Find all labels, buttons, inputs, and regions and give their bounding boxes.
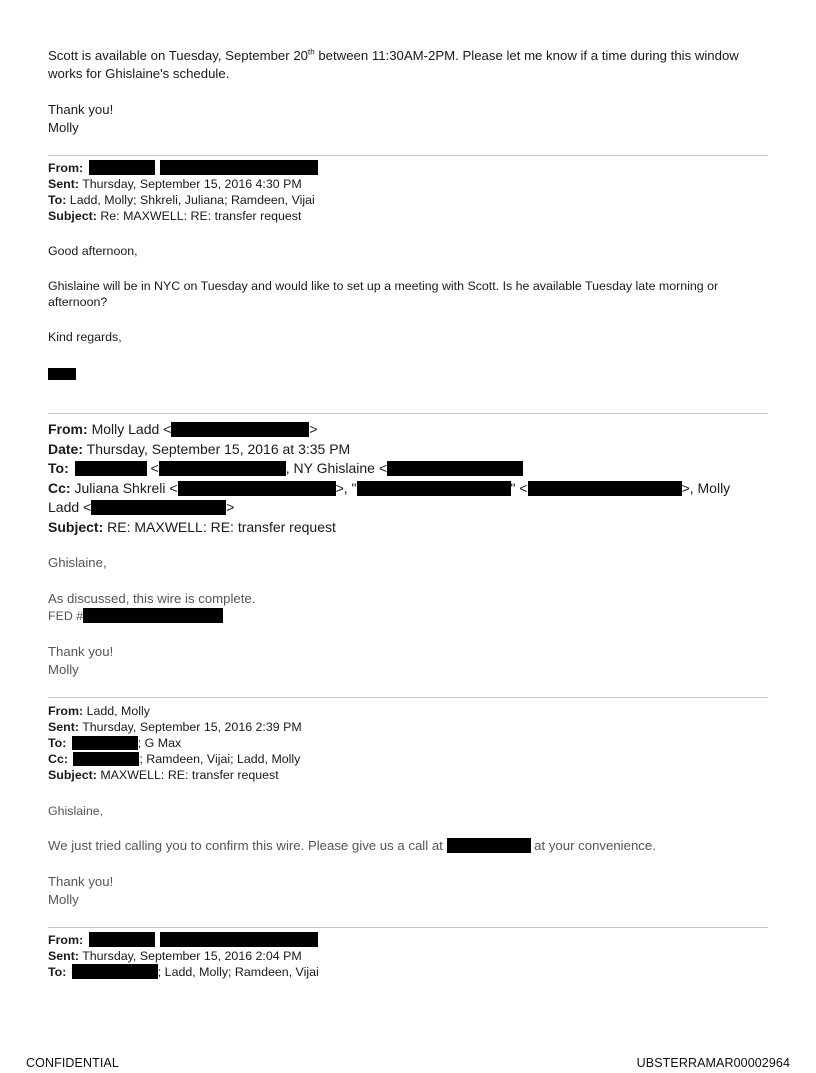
- redaction-block: [357, 481, 511, 496]
- sent-value: Thursday, September 15, 2016 2:04 PM: [82, 949, 302, 963]
- cc-line-2-close: >: [226, 499, 235, 515]
- top-message-thanks: Thank you!: [48, 102, 114, 117]
- email3-body-line-1: As discussed, this wire is complete.: [48, 591, 256, 606]
- redaction-block: [83, 608, 223, 623]
- from-close: >: [309, 421, 318, 437]
- top-message-signature: Molly: [48, 120, 79, 135]
- email3-subject-row: [48, 518, 336, 538]
- email3-from-row: [48, 420, 318, 440]
- email4-from-row: [48, 703, 150, 719]
- email5-sent-row: [48, 948, 302, 964]
- subject-value: MAXWELL: RE: transfer request: [100, 768, 279, 782]
- redaction-block: [75, 461, 147, 476]
- footer-confidential: CONFIDENTIAL: [26, 1056, 119, 1070]
- email2-to-row: [48, 192, 315, 208]
- redaction-block: [159, 461, 286, 476]
- redaction-block: [528, 481, 682, 496]
- email3-thanks: Thank you!: [48, 644, 114, 659]
- email3-cc-row: [48, 479, 730, 499]
- email5-to-row: [48, 964, 319, 980]
- subject-label: Subject:: [48, 209, 97, 223]
- redaction-block: [72, 736, 138, 750]
- redaction-block: [72, 964, 158, 979]
- to-value: ; Ladd, Molly; Ramdeen, Vijai: [157, 965, 319, 979]
- email4-subject-row: [48, 767, 279, 783]
- email2-from-row: [48, 160, 318, 176]
- redaction-block: [91, 500, 226, 515]
- to-lt: <: [150, 460, 159, 476]
- email3-body-line-2: [48, 608, 223, 624]
- body-text: We just tried calling you to confirm this wire. Please give us a call at: [48, 838, 443, 853]
- to-value: ; G Max: [137, 736, 182, 750]
- subject-label: Subject:: [48, 768, 97, 782]
- sent-label: Sent:: [48, 177, 79, 191]
- sent-label: Sent:: [48, 949, 79, 963]
- email4-body: [48, 837, 656, 855]
- cc-mid-2: " <: [510, 480, 528, 496]
- email4-thanks: Thank you!: [48, 874, 114, 889]
- cc-line-2: Ladd <: [48, 499, 92, 515]
- email4-cc-row: [48, 751, 300, 767]
- separator-rule: [48, 927, 768, 928]
- email2-closing: Kind regards,: [48, 330, 122, 344]
- email3-to-row: [48, 459, 523, 479]
- subject-value: Re: MAXWELL: RE: transfer request: [100, 209, 302, 223]
- email3-date-row: [48, 440, 350, 460]
- cc-value: Juliana Shkreli <: [74, 480, 178, 496]
- redaction-block: [89, 932, 155, 947]
- separator-rule: [48, 413, 768, 414]
- email5-from-row: [48, 932, 318, 948]
- from-label: From:: [48, 933, 84, 947]
- top-message-text: Scott is available on Tuesday, September 20: [48, 48, 308, 63]
- sent-value: Thursday, September 15, 2016 4:30 PM: [82, 177, 302, 191]
- to-label: To:: [48, 736, 67, 750]
- to-label: To:: [48, 965, 67, 979]
- redaction-block: [160, 932, 318, 947]
- to-label: To:: [48, 193, 67, 207]
- sent-label: Sent:: [48, 720, 79, 734]
- cc-label: Cc:: [48, 752, 68, 766]
- cc-end: >, Molly: [681, 480, 731, 496]
- email2-body-line-1: Ghislaine will be in NYC on Tuesday and would like to set up a meeting with Scott. Is he available Tuesday late morning or: [48, 279, 719, 293]
- redaction-block: [447, 838, 531, 853]
- redaction-block: [160, 160, 318, 175]
- subject-label: Subject:: [48, 519, 104, 535]
- top-message-line-1: [48, 47, 739, 65]
- redaction-block: [48, 368, 76, 380]
- top-message-text-2: between 11:30AM-2PM. Please let me know if a time during this window: [314, 48, 739, 63]
- from-value: Molly Ladd <: [91, 421, 172, 437]
- email4-sent-row: [48, 719, 302, 735]
- email2-sent-row: [48, 176, 302, 192]
- from-value: Ladd, Molly: [86, 704, 150, 718]
- separator-rule: [48, 155, 768, 156]
- to-value: Ladd, Molly; Shkreli, Juliana; Ramdeen, Vijai: [69, 193, 315, 207]
- date-value: Thursday, September 15, 2016 at 3:35 PM: [86, 441, 351, 457]
- email3-greeting: Ghislaine,: [48, 555, 107, 570]
- fed-label: FED #: [48, 609, 84, 623]
- email3-signature: Molly: [48, 662, 79, 677]
- cc-value: ; Ramdeen, Vijai; Ladd, Molly: [139, 752, 301, 766]
- superscript-th: th: [308, 47, 315, 57]
- redaction-block: [73, 752, 139, 766]
- email4-signature: Molly: [48, 892, 79, 907]
- email3-cc-row-2: [48, 498, 234, 518]
- to-label: To:: [48, 460, 69, 476]
- email2-greeting: Good afternoon,: [48, 244, 138, 258]
- redaction-block: [89, 160, 155, 175]
- from-label: From:: [48, 704, 84, 718]
- email4-greeting: Ghislaine,: [48, 804, 104, 818]
- top-message-line-2: works for Ghislaine's schedule.: [48, 66, 230, 81]
- sent-value: Thursday, September 15, 2016 2:39 PM: [82, 720, 302, 734]
- subject-value: RE: MAXWELL: RE: transfer request: [107, 519, 336, 535]
- email4-to-row: [48, 735, 181, 751]
- email2-body-line-2: afternoon?: [48, 295, 108, 309]
- from-label: From:: [48, 421, 88, 437]
- redaction-block: [171, 422, 309, 437]
- redaction-block: [178, 481, 336, 496]
- from-label: From:: [48, 161, 84, 175]
- body-text-2: at your convenience.: [534, 838, 656, 853]
- email2-subject-row: [48, 208, 301, 224]
- cc-mid-1: >, ": [335, 480, 357, 496]
- redaction-block-signature: [48, 366, 76, 384]
- separator-rule: [48, 697, 768, 698]
- cc-label: Cc:: [48, 480, 71, 496]
- to-mid: , NY Ghislaine <: [285, 460, 387, 476]
- date-label: Date:: [48, 441, 84, 457]
- footer-bates-number: UBSTERRAMAR00002964: [636, 1056, 790, 1070]
- redaction-block: [387, 461, 523, 476]
